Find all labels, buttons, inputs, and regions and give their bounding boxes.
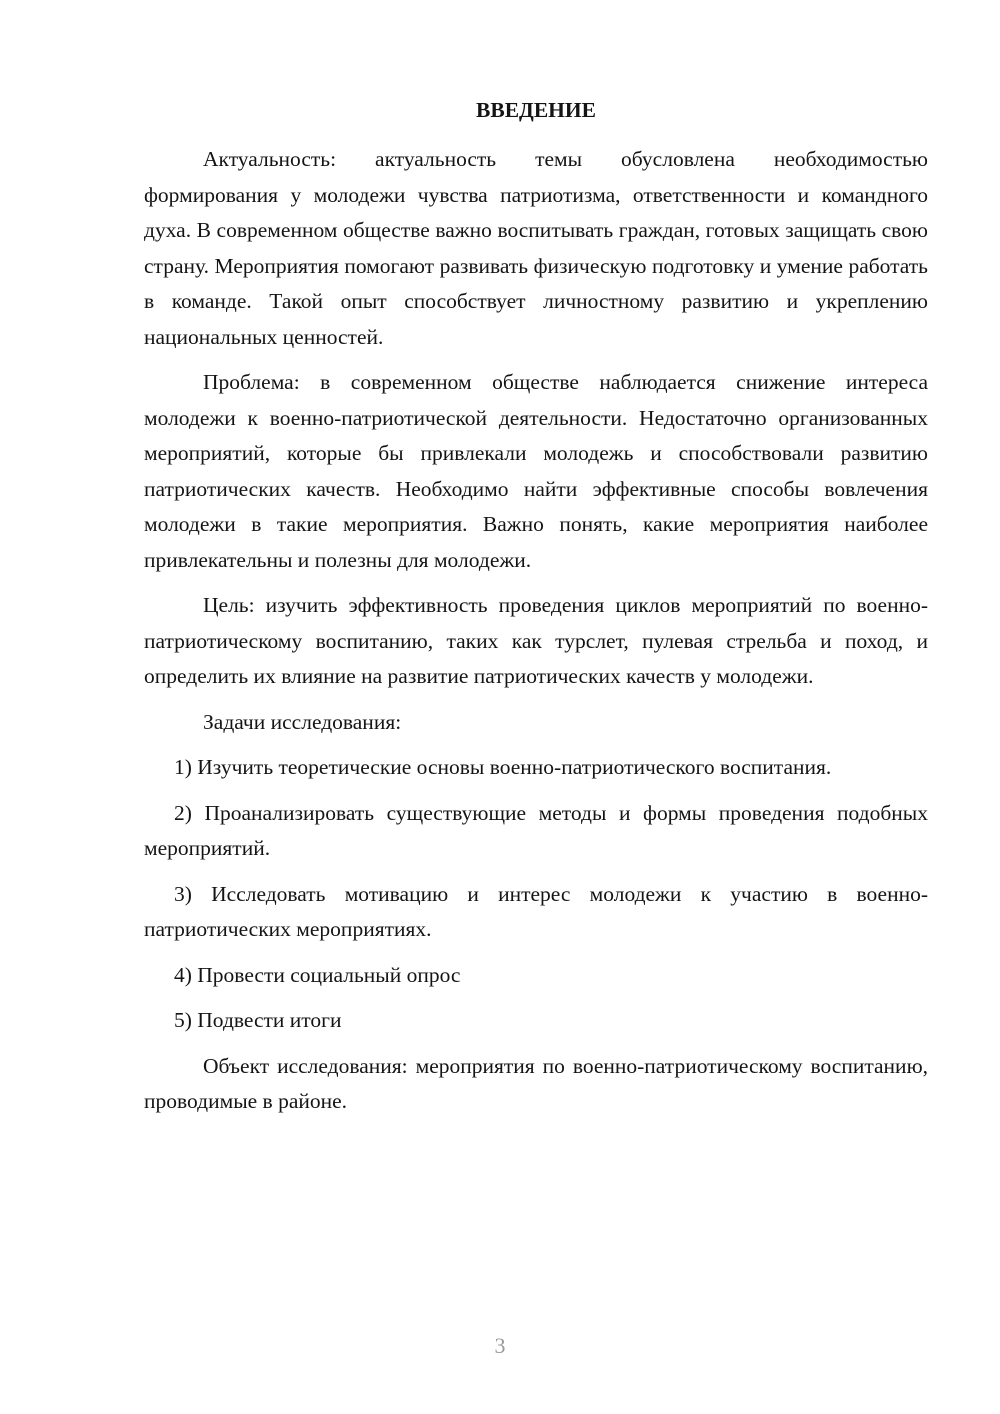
task-item-1: 1) Изучить теоретические основы военно-патриотического воспитания. [174,755,832,779]
paragraph-relevance: Актуальность: актуальность темы обусловлена необходимостью формирования у молодежи чувства патриотизма, ответственности и командного духа. В современном обществе важно воспитывать граждан, готовых защищать свою страну. Мероприятия помогают развивать физическую подготовку и умение работать в команде. Такой опыт способствует личностному развитию и укреплению национальных ценностей. [144,147,928,349]
task-item-3: 3) Исследовать мотивацию и интерес молодежи к участию в военно-патриотических мероприятиях. [144,881,928,941]
paragraph-problem: Проблема: в современном обществе наблюдается снижение интереса молодежи к военно-патриотической деятельности. Недостаточно организованных мероприятий, которые бы привлекали молодежь и способствовали развитию патриотических качеств. Необходимо найти эффективные способы вовлечения молодежи в такие мероприятия. Важно понять, какие мероприятия наиболее привлекательны и полезны для молодежи. [144,370,928,572]
tasks-heading: Задачи исследования: [203,709,402,734]
page-number: 3 [494,1333,506,1358]
page-content [144,92,928,1130]
paragraph-object: Объект исследования: мероприятия по военно-патриотическому воспитанию, проводимые в районе. [144,1053,928,1113]
task-item-4: 4) Провести социальный опрос [174,962,461,987]
task-item-5: 5) Подвести итоги [174,1008,342,1032]
section-title: ВВЕДЕНИЕ [476,98,596,122]
task-item-2: 2) Проанализировать существующие методы и формы проведения подобных мероприятий. [144,800,928,860]
paragraph-goal: Цель: изучить эффективность проведения циклов мероприятий по военно-патриотическому воспитанию, таких как турслет, пулевая стрельба и поход, и определить их влияние на развитие патриотических качеств у молодежи. [144,593,928,688]
